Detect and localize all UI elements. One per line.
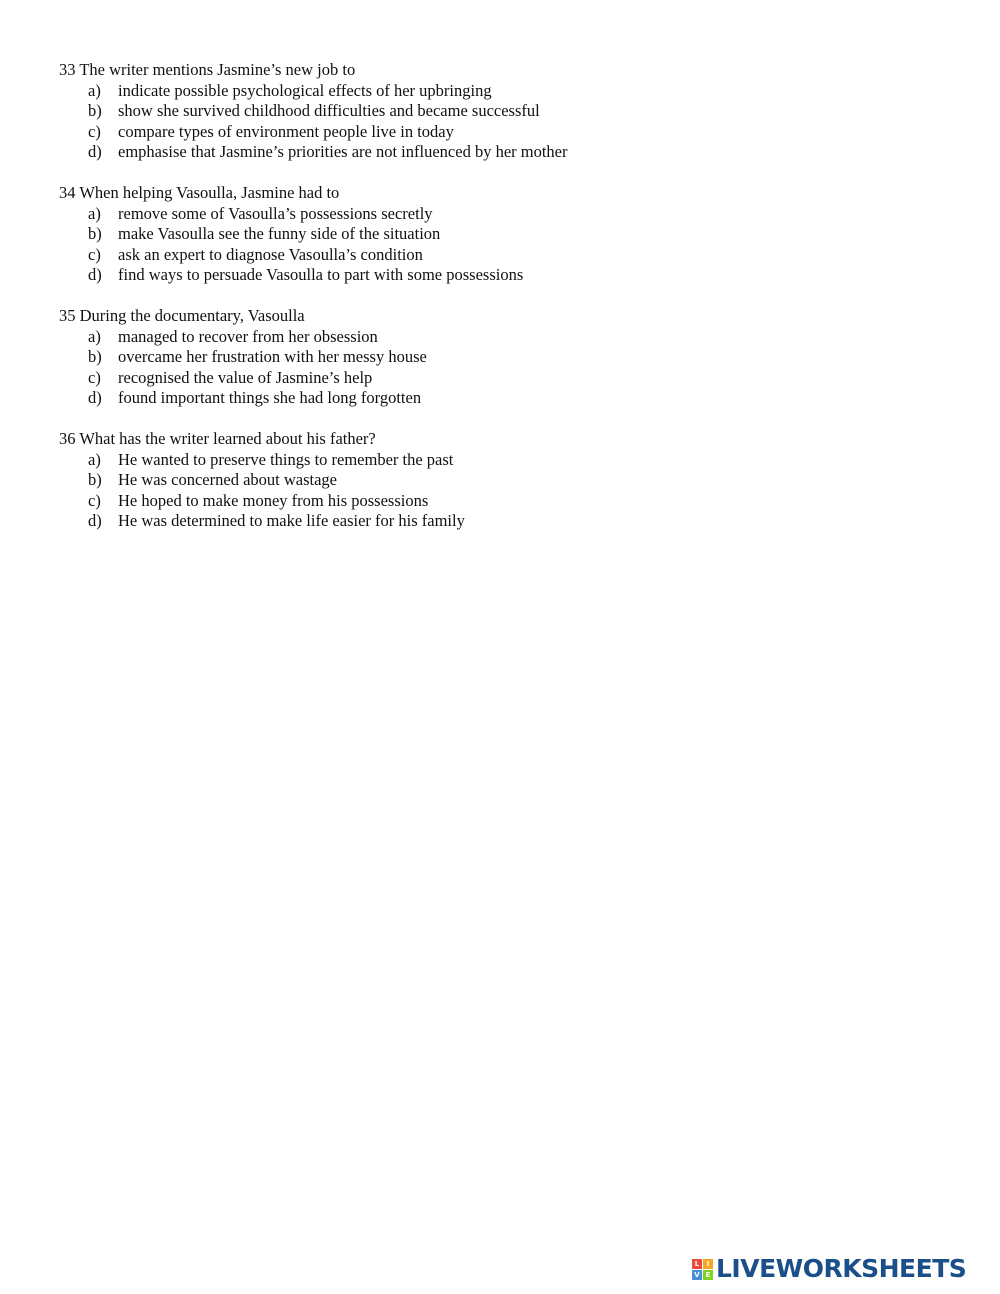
option-text: He wanted to preserve things to remember the past xyxy=(118,449,454,469)
option-b[interactable] xyxy=(59,470,959,491)
option-list xyxy=(59,204,959,286)
question-stem: 33 The writer mentions Jasmine’s new job to xyxy=(59,60,356,79)
question-35 xyxy=(59,306,959,409)
option-d[interactable] xyxy=(59,142,959,163)
option-letter: d) xyxy=(88,142,102,162)
option-text: He hoped to make money from his possessions xyxy=(118,490,429,510)
option-text: emphasise that Jasmine’s priorities are not influenced by her mother xyxy=(118,142,568,162)
option-text: ask an expert to diagnose Vasoulla’s condition xyxy=(118,244,423,264)
option-a[interactable] xyxy=(59,327,959,348)
option-c[interactable] xyxy=(59,122,959,143)
option-b[interactable] xyxy=(59,224,959,245)
question-stem: 35 During the documentary, Vasoulla xyxy=(59,305,305,325)
worksheet-content xyxy=(59,60,959,552)
option-c[interactable] xyxy=(59,368,959,389)
option-letter: b) xyxy=(88,224,102,244)
option-letter: b) xyxy=(88,470,102,490)
option-text: remove some of Vasoulla’s possessions secretly xyxy=(118,203,433,223)
liveworksheets-logo xyxy=(692,1253,966,1285)
logo-letter-v: V xyxy=(692,1270,702,1280)
logo-letter-e: E xyxy=(703,1270,713,1280)
option-a[interactable] xyxy=(59,81,959,102)
option-letter: d) xyxy=(88,265,102,285)
option-a[interactable] xyxy=(59,450,959,471)
option-letter: c) xyxy=(88,367,101,387)
option-b[interactable] xyxy=(59,101,959,122)
option-c[interactable] xyxy=(59,491,959,512)
option-letter: b) xyxy=(88,101,102,121)
option-text: show she survived childhood difficulties and became successful xyxy=(118,101,540,121)
option-d[interactable] xyxy=(59,388,959,409)
option-list xyxy=(59,81,959,163)
option-letter: a) xyxy=(88,326,101,346)
option-letter: c) xyxy=(88,490,101,510)
option-letter: a) xyxy=(88,449,101,469)
option-text: overcame her frustration with her messy house xyxy=(118,347,427,367)
logo-brand-name: LIVEWORKSHEETS xyxy=(716,1254,967,1283)
logo-letter-l: L xyxy=(692,1259,702,1269)
option-list xyxy=(59,450,959,532)
question-stem: 34 When helping Vasoulla, Jasmine had to xyxy=(59,182,340,202)
question-stem: 36 What has the writer learned about his father? xyxy=(59,428,376,448)
option-letter: a) xyxy=(88,80,101,100)
option-text: recognised the value of Jasmine’s help xyxy=(118,367,373,387)
option-a[interactable] xyxy=(59,204,959,225)
question-34 xyxy=(59,183,959,286)
option-text: He was determined to make life easier for his family xyxy=(118,511,465,531)
option-list xyxy=(59,327,959,409)
option-letter: a) xyxy=(88,203,101,223)
option-text: compare types of environment people live in today xyxy=(118,121,454,141)
option-d[interactable] xyxy=(59,511,959,532)
question-36 xyxy=(59,429,959,532)
option-text: indicate possible psychological effects of her upbringing xyxy=(118,80,492,100)
option-letter: c) xyxy=(88,244,101,264)
question-33 xyxy=(59,60,959,163)
option-text: managed to recover from her obsession xyxy=(118,326,378,346)
option-c[interactable] xyxy=(59,245,959,266)
option-letter: d) xyxy=(88,511,102,531)
logo-letter-i: I xyxy=(703,1259,713,1269)
option-letter: d) xyxy=(88,388,102,408)
option-text: make Vasoulla see the funny side of the situation xyxy=(118,224,441,244)
option-letter: c) xyxy=(88,121,101,141)
option-text: found important things she had long forgotten xyxy=(118,388,422,408)
option-text: He was concerned about wastage xyxy=(118,470,337,490)
option-b[interactable] xyxy=(59,347,959,368)
logo-mark-icon xyxy=(692,1259,713,1280)
option-d[interactable] xyxy=(59,265,959,286)
option-letter: b) xyxy=(88,347,102,367)
option-text: find ways to persuade Vasoulla to part with some possessions xyxy=(118,265,524,285)
